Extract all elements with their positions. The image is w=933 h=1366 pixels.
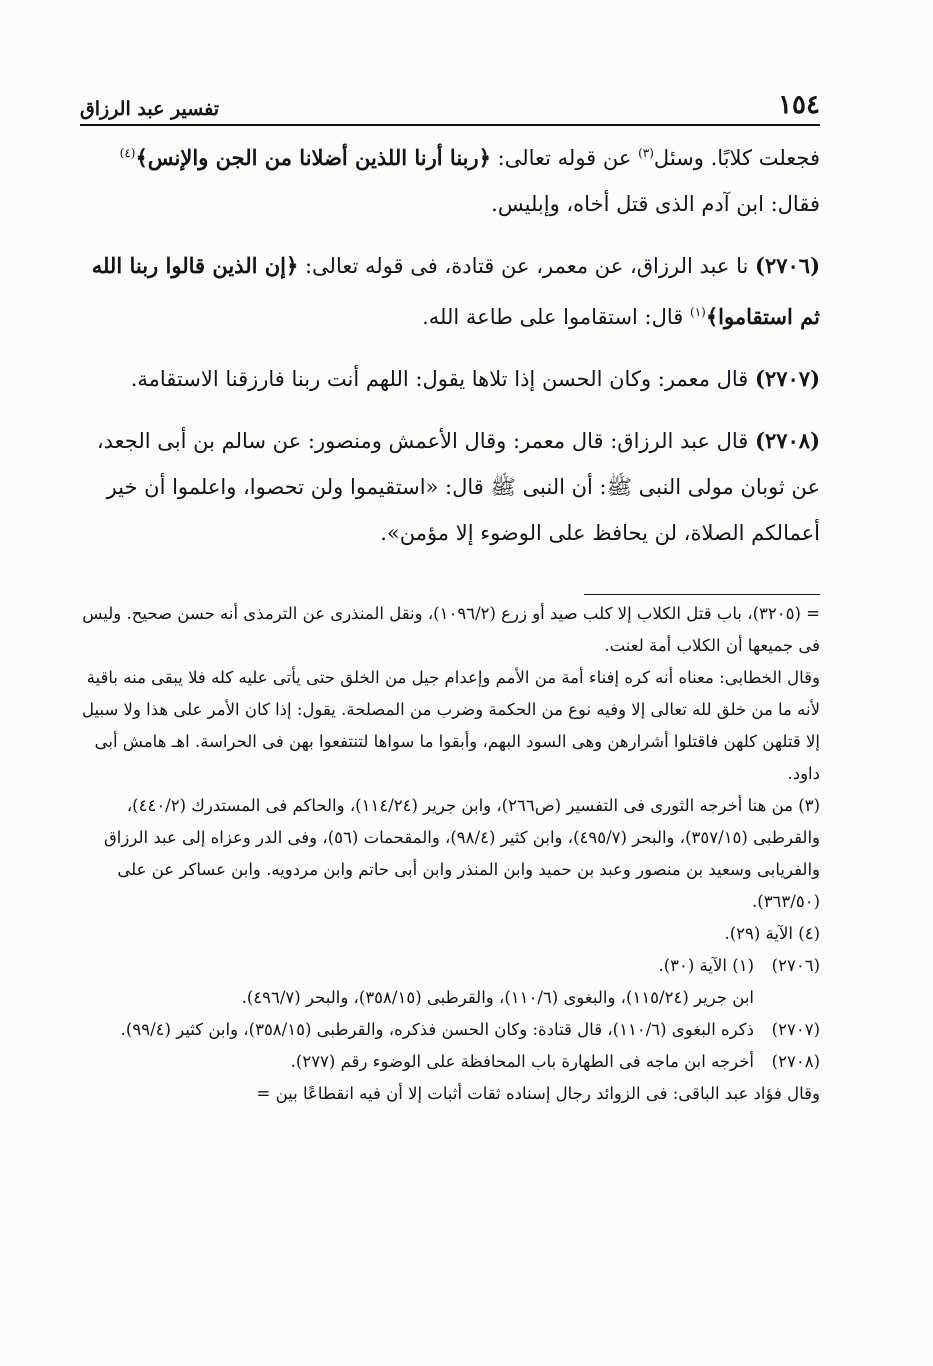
entry-number: (٢٧٠٦) [755,253,820,278]
entry-number: (٢٧٠٨) [755,428,820,453]
footnote-line: أخرجه ابن ماجه فى الطهارة باب المحافظة على الوضوء رقم (٢٧٧). [290,1052,754,1071]
paragraph-continuation [80,130,820,227]
entry-2708 [80,418,820,556]
header-rule [80,124,820,126]
page-header [80,84,820,120]
footnote-label: (٢٧٠٦) [771,956,820,975]
footnote-khattabi: وقال الخطابى: معناه أنه كره إفناء أمة من الأمم وإعدام جيل من الخلق حتى يأتى عليه كله فلا يبقى منه باقية لأنه ما من خلق لله تعالى إلا وفيه نوع من الحكمة وضرب من المصلحة. يقول: إذا كان الأمر على هذا ولا سبيل إلا قتلهن كلهن فاقتلوا أشرارهن وهى السود البهم، وأبقوا ما سواها لتنتفعوا بهن فى الحراسة. اهـ هامش أبى داود. [82,668,820,783]
entry-2707 [80,356,820,402]
text-run: فقال: ابن آدم الذى قتل أخاه، وإبليس. [491,192,820,216]
footnote-separator [584,594,820,595]
footnote-ref: (٣) [638,146,654,160]
footnote-2706 [80,950,820,1014]
footnote-line: ذكره البغوى (١١٠/٦)، قال قتادة: وكان الحسن فذكره، والقرطبى (٣٥٨/١٥)، وابن كثير (٩٩/٤). [120,1020,754,1039]
entry-2706 [80,243,820,340]
page-number: ١٥٤ [778,90,820,120]
footnote-label: (٢٧٠٨) [771,1052,820,1071]
footnote-ref: (٤) [119,146,136,160]
text-run: عن قوله تعالى: [490,146,639,170]
footnote-last: وقال فؤاد عبد الباقى: فى الزوائد رجال إسناده ثقات أثبات إلا أن فيه انقطاعًا بين = [256,1084,820,1103]
footnote-label: (٢٧٠٧) [771,1020,820,1039]
text-run: قال عبد الرزاق: قال معمر: وقال الأعمش ومنصور: عن سالم بن أبى الجعد، عن ثوبان مولى النبى ﷺ: أن النبى ﷺ قال: «استقيموا ولن تحصوا، واعلموا أن خير أعمالكم الصلاة، لن يحافظ على الوضوء إلا مؤمن». [96,429,820,545]
footnote-line: ابن جرير (١١٥/٢٤)، والبغوى (١١٠/٦)، والقرطبى (٣٥٨/١٥)، والبحر (٤٩٦/٧). [241,988,754,1007]
text-run: نا عبد الرزاق، عن معمر، عن قتادة، فى قوله تعالى: [298,254,755,278]
text-run: فجعلت كلابًا. وسئل [653,146,820,170]
text-run: قال: استقاموا على طاعة الله. [422,305,690,329]
text-run: قال معمر: وكان الحسن إذا تلاها يقول: اللهم أنت ربنا فارزقنا الاستقامة. [130,367,755,391]
footnote-continuation: = (٣٢٠٥)، باب قتل الكلاب إلا كلب صيد أو زرع (١٠٩٦/٢)، ونقل المنذرى عن الترمذى أنه حسن صحيح. وليس فى جميعها أن الكلاب أمة لعنت. [82,604,820,655]
footnote-2707 [80,1014,820,1046]
main-text [80,130,820,556]
footnote-4: (٤) الآية (٢٩). [724,924,820,943]
quran-verse: ﴿ربنا أرنا اللذين أضلانا من الجن والإنس﴾ [135,145,491,170]
footnote-3: (٣) من هنا أخرجه الثورى فى التفسير (ص٢٦٦)، وابن جرير (١١٤/٢٤)، والحاكم فى المستدرك (٤٤٠/٢)، والقرطبى (٣٥٧/١٥)، والبحر (٤٩٥/٧)، وابن كثير (٩٨/٤)، والمقحمات (٥٦)، وفى الدر وعزاه إلى عبد الرزاق والفريابى وسعيد بن منصور وعبد بن حميد وابن المنذر وابن أبى حاتم وابن مردويه. وابن عساكر عن على (٣٦٣/٥٠). [104,796,820,911]
footnote-line: (١) الآية (٣٠). [658,956,754,975]
footnote-2708 [80,1046,820,1078]
entry-number: (٢٧٠٧) [755,366,820,391]
quran-verse: ﴿إن الذين قالوا ربنا الله ثم استقاموا﴾ [91,253,820,329]
running-title: تفسير عبد الرزاق [80,98,220,120]
footnote-ref: (١) [690,305,706,319]
footnotes [80,598,820,1110]
